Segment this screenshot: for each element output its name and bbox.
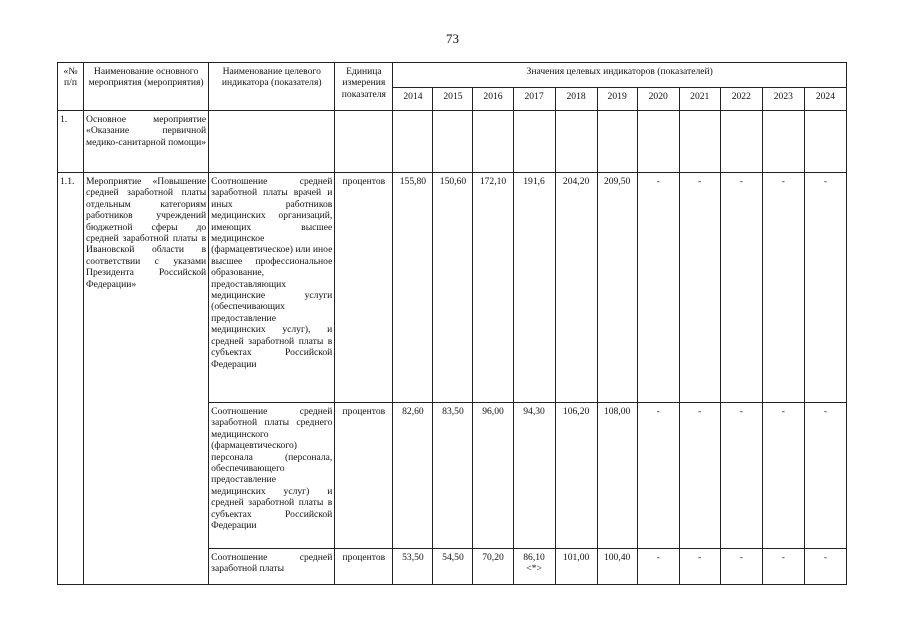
indicator-name: Соотношение средней заработной платы врачей и иных работников медицинских организаций, имеющих высшее медицинское (фармацевтическое) или иное высшее профессиональное образование, предоставляющих медицинские услуги (обеспечивающих предоставление медицинских услуг), и средней заработной платы в субъектах Российской Федерации: [209, 173, 335, 403]
indicator-value: -: [762, 549, 804, 585]
table-row: [58, 173, 847, 403]
indicator-unit: процентов: [335, 403, 393, 549]
indicator-value: -: [720, 549, 762, 585]
header-num: «№ п/п: [58, 63, 84, 111]
section-row: [58, 111, 847, 173]
indicator-value: 82,60: [393, 403, 433, 549]
indicator-value: -: [679, 549, 720, 585]
indicator-value: -: [804, 549, 846, 585]
subsection-event: Мероприятие «Повышение средней заработной платы отдельным категориям работников учреждений бюджетной сферы до средней заработной платы в Ивановской области в соответствии с указами Президента Российской Федерации»: [84, 173, 209, 585]
indicator-value: 70,20: [473, 549, 513, 585]
indicator-value: -: [679, 403, 720, 549]
indicator-value: -: [637, 173, 679, 403]
indicator-value: -: [720, 403, 762, 549]
indicator-value: 100,40: [597, 549, 637, 585]
indicator-value: 53,50: [393, 549, 433, 585]
indicator-value: -: [804, 173, 846, 403]
year-header: 2018: [555, 88, 597, 111]
year-header: 2020: [637, 88, 679, 111]
header-indicator: Наименование целевого индикатора (показателя): [209, 63, 335, 111]
indicator-value: 150,60: [433, 173, 473, 403]
year-header: 2022: [720, 88, 762, 111]
indicator-value: -: [762, 173, 804, 403]
year-header: 2023: [762, 88, 804, 111]
subsection-num: 1.1.: [58, 173, 84, 585]
indicator-name: Соотношение средней заработной платы среднего медицинского (фармацевтического) персонала (персонала, обеспечивающего предоставление медицинских услуг) и средней заработной платы в субъектах Российской Федерации: [209, 403, 335, 549]
year-header: 2017: [513, 88, 555, 111]
indicator-value: -: [762, 403, 804, 549]
indicator-value: 155,80: [393, 173, 433, 403]
header-event: Наименование основного мероприятия (мероприятия): [84, 63, 209, 111]
year-header: 2024: [804, 88, 846, 111]
header-unit: Единица измерения показателя: [335, 63, 393, 111]
year-header: 2019: [597, 88, 637, 111]
year-header: 2021: [679, 88, 720, 111]
indicator-value: 204,20: [555, 173, 597, 403]
indicator-value: 108,00: [597, 403, 637, 549]
indicator-value: 96,00: [473, 403, 513, 549]
indicator-value: -: [804, 403, 846, 549]
section-event: Основное мероприятие «Оказание первичной медико-санитарной помощи»: [84, 111, 209, 173]
year-header: 2015: [433, 88, 473, 111]
indicator-value: 209,50: [597, 173, 637, 403]
indicator-value: 54,50: [433, 549, 473, 585]
indicator-value: -: [720, 173, 762, 403]
indicator-name: Соотношение средней заработной платы: [209, 549, 335, 585]
indicator-value: -: [679, 173, 720, 403]
indicator-value: 172,10: [473, 173, 513, 403]
section-num: 1.: [58, 111, 84, 173]
page-number: 73: [446, 31, 459, 46]
indicator-unit: процентов: [335, 549, 393, 585]
indicator-value: -: [637, 549, 679, 585]
indicator-value: 83,50: [433, 403, 473, 549]
indicator-value: 106,20: [555, 403, 597, 549]
header-row: [58, 63, 847, 88]
indicator-value: 191,6: [513, 173, 555, 403]
indicator-value: 101,00: [555, 549, 597, 585]
year-header: 2016: [473, 88, 513, 111]
indicator-value: 86,10 <*>: [513, 549, 555, 585]
target-indicators-table: [57, 62, 847, 585]
indicator-value: 94,30: [513, 403, 555, 549]
indicator-value: -: [637, 403, 679, 549]
header-values: Значения целевых индикаторов (показателей): [393, 63, 847, 88]
indicator-unit: процентов: [335, 173, 393, 403]
year-header: 2014: [393, 88, 433, 111]
